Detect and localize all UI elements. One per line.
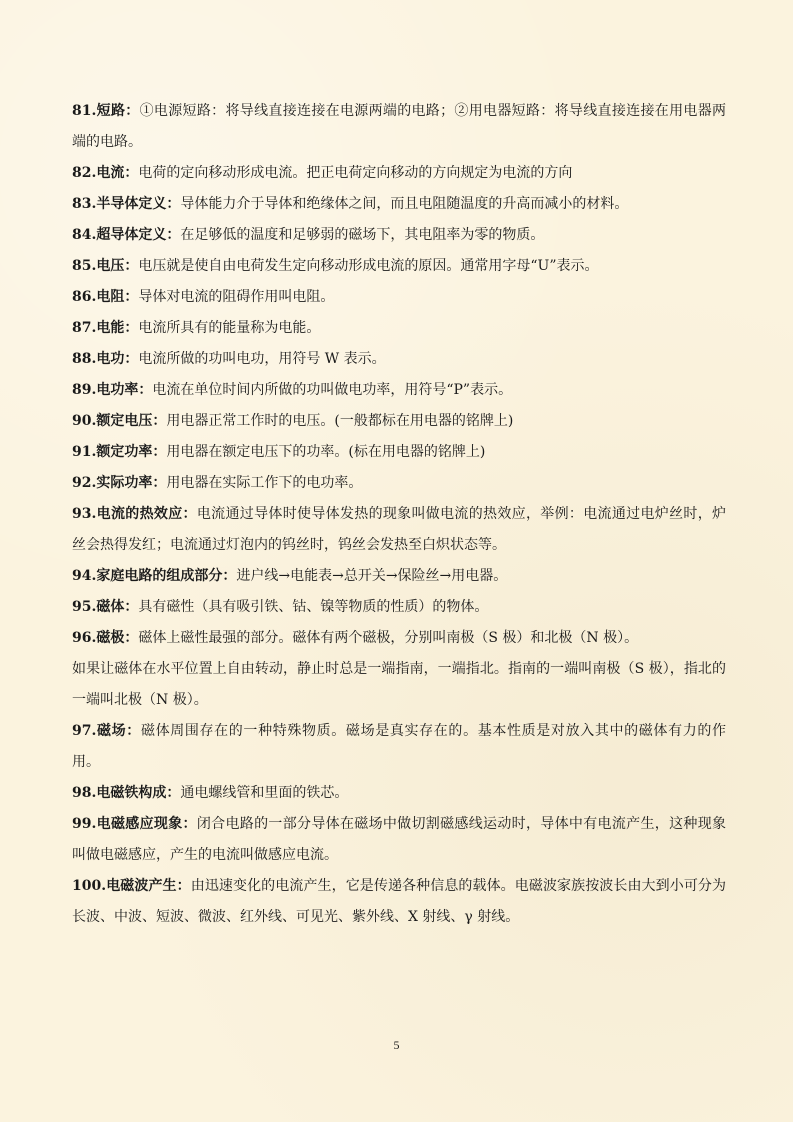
entry-number: 84. (72, 227, 97, 243)
entry-term: 电磁波产生： (106, 878, 191, 894)
entry-term: 家庭电路的组成部分： (96, 568, 237, 584)
entry-92 (72, 468, 726, 499)
entry-text: 电流在单位时间内所做的功叫做电功率，用符号“P”表示。 (152, 382, 513, 398)
entry-text: 用电器在实际工作下的电功率。 (166, 475, 363, 491)
entry-number: 89. (72, 382, 97, 398)
entry-text: 在足够低的温度和足够弱的磁场下，其电阻率为零的物质。 (180, 227, 545, 243)
entry-term: 半导体定义： (96, 196, 181, 212)
entry-93 (72, 499, 726, 561)
entry-number: 92. (72, 475, 97, 491)
entry-text: 由迅速变化的电流产生，它是传递各种信息的载体。电磁波家族按波长由大到小可分为长波、中波、短波、微波、红外线、可见光、紫外线、X 射线、γ 射线。 (72, 878, 727, 925)
entry-term: 电流的热效应： (96, 506, 197, 522)
entry-number: 90. (72, 413, 97, 429)
entry-94 (72, 561, 726, 592)
document-body (72, 96, 726, 933)
entry-text: 磁体周围存在的一种特殊物质。磁场是真实存在的。基本性质是对放入其中的磁体有力的作用。 (72, 723, 727, 770)
entry-term: 短路： (96, 103, 140, 119)
entry-text: ①电源短路：将导线直接连接在电源两端的电路；②用电器短路：将导线直接连接在用电器两端的电路。 (72, 103, 727, 150)
entry-text: 电压就是使自由电荷发生定向移动形成电流的原因。通常用字母“U”表示。 (138, 258, 599, 274)
entry-text: 用电器在额定电压下的功率。(标在用电器的铭牌上) (166, 444, 486, 460)
entry-number: 91. (72, 444, 97, 460)
entry-text: 导体对电流的阻碍作用叫电阻。 (138, 289, 335, 305)
entry-text: 闭合电路的一部分导体在磁场中做切割磁感线运动时，导体中有电流产生，这种现象叫做电磁感应，产生的电流叫做感应电流。 (72, 816, 727, 863)
entry-text: 电流所做的功叫电功，用符号 W 表示。 (138, 351, 386, 367)
entry-91 (72, 437, 726, 468)
entry-82 (72, 158, 726, 189)
entry-term: 电阻： (96, 289, 139, 305)
entry-number: 87. (72, 320, 97, 336)
entry-81 (72, 96, 726, 158)
entry-term: 电磁感应现象： (96, 816, 197, 832)
entry-83 (72, 189, 726, 220)
entry-number: 95. (72, 599, 97, 615)
entry-text: 通电螺线管和里面的铁芯。 (180, 785, 349, 801)
entry-number: 85. (72, 258, 97, 274)
entry-text: 电流通过导体时使导体发热的现象叫做电流的热效应，举例：电流通过电炉丝时，炉丝会热得发红；电流通过灯泡内的钨丝时，钨丝会发热至白炽状态等。 (72, 506, 727, 553)
page-number: 5 (393, 1038, 400, 1052)
entry-text: 磁体上磁性最强的部分。磁体有两个磁极，分别叫南极（S 极）和北极（N 极）。 (138, 630, 639, 646)
entry-85 (72, 251, 726, 282)
entry-term: 实际功率： (96, 475, 167, 491)
entry-text: 进户线→电能表→总开关→保险丝→用电器。 (236, 568, 508, 584)
entry-term: 电流： (96, 165, 139, 181)
entry-99 (72, 809, 726, 871)
entry-term: 电能： (96, 320, 139, 336)
entry-87 (72, 313, 726, 344)
entry-term: 磁体： (96, 599, 139, 615)
entry-text: 电流所具有的能量称为电能。 (138, 320, 321, 336)
entry-text: 如果让磁体在水平位置上自由转动，静止时总是一端指南，一端指北。指南的一端叫南极（S 极），指北的一端叫北极（N 极）。 (72, 661, 726, 708)
entry-term: 额定电压： (96, 413, 167, 429)
entry-88 (72, 344, 726, 375)
entry-84 (72, 220, 726, 251)
entry-term: 额定功率： (96, 444, 167, 460)
entry-text: 具有磁性（具有吸引铁、钴、镍等物质的性质）的物体。 (138, 599, 489, 615)
entry-97 (72, 716, 726, 778)
entry-number: 99. (72, 816, 97, 832)
entry-90 (72, 406, 726, 437)
entry-text: 导体能力介于导体和绝缘体之间，而且电阻随温度的升高而减小的材料。 (180, 196, 629, 212)
entry-98 (72, 778, 726, 809)
entry-96 (72, 623, 726, 654)
entry-number: 83. (72, 196, 97, 212)
entry-term: 磁场： (96, 723, 141, 739)
entry-89 (72, 375, 726, 406)
entry-term: 电功： (96, 351, 139, 367)
entry-number: 88. (72, 351, 97, 367)
entry-text: 电荷的定向移动形成电流。把正电荷定向移动的方向规定为电流的方向 (138, 165, 573, 181)
entry-number: 94. (72, 568, 97, 584)
entry-number: 100. (72, 878, 107, 894)
entry-number: 93. (72, 506, 97, 522)
entry-86 (72, 282, 726, 313)
entry-term: 电功率： (96, 382, 153, 398)
entry-number: 81. (72, 103, 97, 119)
entry-number: 97. (72, 723, 97, 739)
entry-term: 电磁铁构成： (96, 785, 181, 801)
entry-number: 82. (72, 165, 97, 181)
entry-term: 磁极： (96, 630, 139, 646)
entry-text: 用电器正常工作时的电压。(一般都标在用电器的铭牌上) (166, 413, 514, 429)
entry-95 (72, 592, 726, 623)
entry-96-continued (72, 654, 726, 716)
entry-term: 电压： (96, 258, 139, 274)
entry-term: 超导体定义： (96, 227, 181, 243)
entry-100 (72, 871, 726, 933)
entry-number: 96. (72, 630, 97, 646)
entry-number: 98. (72, 785, 97, 801)
entry-number: 86. (72, 289, 97, 305)
